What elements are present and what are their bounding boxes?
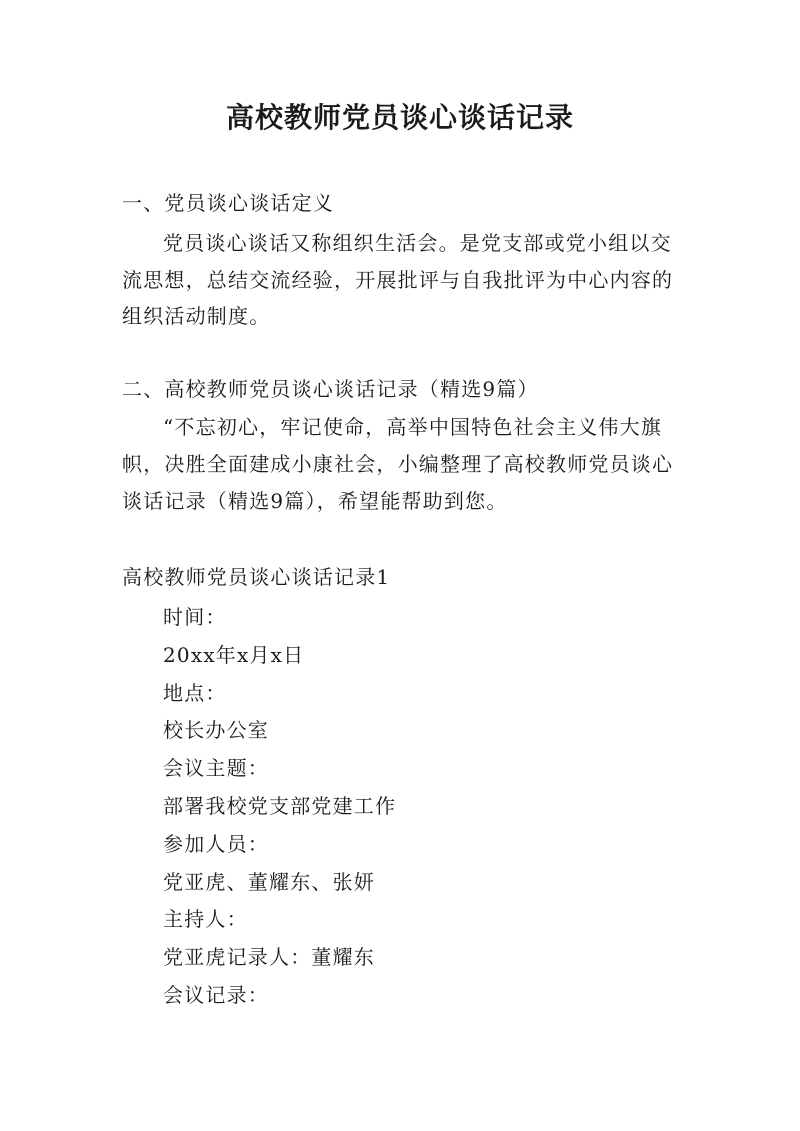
paragraph-line: “不忘初心，牢记使命，高举中国特色社会主义伟大旗 — [163, 415, 663, 439]
host-label: 主持人： — [163, 907, 248, 931]
paragraph-line: 谈话记录（精选9篇），希望能帮助到您。 — [122, 489, 508, 513]
topic-value: 部署我校党支部党建工作 — [163, 794, 397, 818]
paragraph-line: 帜，决胜全面建成小康社会，小编整理了高校教师党员谈心 — [122, 452, 674, 476]
paragraph-line: 组织活动制度。 — [122, 304, 271, 328]
attendees-label: 参加人员： — [163, 832, 269, 856]
record-heading: 高校教师党员谈心谈话记录1 — [122, 565, 391, 589]
host-recorder-value: 党亚虎记录人：董耀东 — [163, 945, 375, 969]
time-label: 时间： — [163, 605, 227, 629]
time-value: 20xx年x月x日 — [163, 643, 305, 667]
section-heading-definition: 一、党员谈心谈话定义 — [122, 191, 334, 215]
paragraph-line: 流思想，总结交流经验，开展批评与自我批评为中心内容的 — [122, 268, 674, 292]
document-title: 高校教师党员谈心谈话记录 — [225, 101, 574, 134]
paragraph-line: 党员谈心谈话又称组织生活会。是党支部或党小组以交 — [163, 231, 672, 255]
minutes-label: 会议记录： — [163, 983, 269, 1007]
topic-label: 会议主题： — [163, 756, 269, 780]
place-value: 校长办公室 — [163, 718, 269, 742]
attendees-value: 党亚虎、董耀东、张妍 — [163, 870, 375, 894]
place-label: 地点： — [163, 681, 227, 705]
section-heading-records: 二、高校教师党员谈心谈话记录（精选9篇） — [122, 377, 539, 401]
